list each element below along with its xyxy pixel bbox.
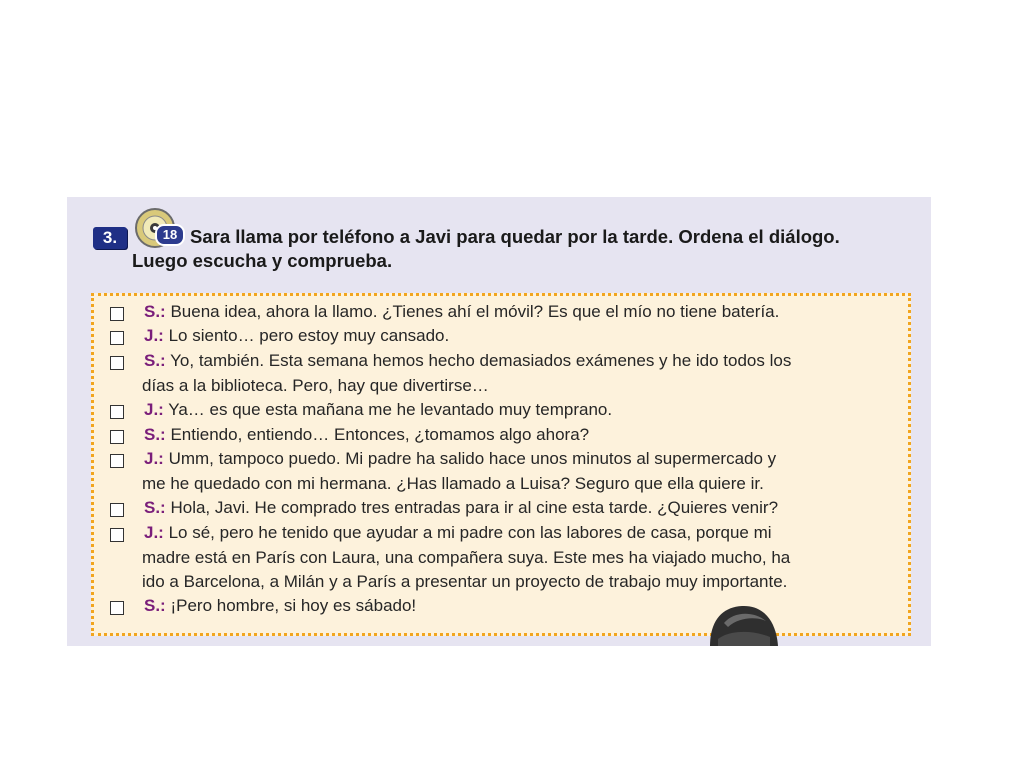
order-checkbox[interactable]: [110, 331, 124, 345]
order-checkbox[interactable]: [110, 307, 124, 321]
order-checkbox[interactable]: [110, 454, 124, 468]
audio-track-badge[interactable]: 18: [155, 224, 185, 246]
speaker-label: S.:: [144, 351, 166, 370]
speaker-label: S.:: [144, 596, 166, 615]
exercise-number-badge: 3.: [93, 227, 127, 249]
dialog-text-continued: ido a Barcelona, a Milán y a París a presentar un proyecto de trabajo muy importante.: [142, 572, 788, 591]
exercise-panel: [67, 197, 931, 646]
speaker-label: S.:: [144, 302, 166, 321]
dialog-text: Lo sé, pero he tenido que ayudar a mi padre con las labores de casa, porque mi: [168, 523, 772, 542]
speaker-label: S.:: [144, 498, 166, 517]
dialog-text: Umm, tampoco puedo. Mi padre ha salido hace unos minutos al supermercado y: [168, 449, 777, 468]
dialog-text-continued: días a la biblioteca. Pero, hay que divertirse…: [142, 375, 489, 395]
speaker-label: J.:: [144, 523, 164, 542]
dialog-text: Hola, Javi. He comprado tres entradas para ir al cine esta tarde. ¿Quieres venir?: [170, 498, 779, 517]
dialog-text-continued: me he quedado con mi hermana. ¿Has llamado a Luisa? Seguro que ella quiere ir.: [142, 473, 764, 493]
character-illustration: [704, 601, 782, 646]
order-checkbox[interactable]: [110, 405, 124, 419]
instruction-line-1: Sara llama por teléfono a Javi para quedar por la tarde. Ordena el diálogo.: [190, 226, 840, 247]
instruction-line-2: Luego escucha y comprueba.: [132, 250, 393, 271]
speaker-label: J.:: [144, 400, 164, 419]
dialog-text: Entiendo, entiendo… Entonces, ¿tomamos algo ahora?: [170, 425, 590, 444]
dialog-box: [91, 293, 911, 636]
order-checkbox[interactable]: [110, 356, 124, 370]
dialog-text: Buena idea, ahora la llamo. ¿Tienes ahí el móvil? Es que el mío no tiene batería.: [170, 302, 780, 321]
dialog-text-continued: madre está en París con Laura, una compañera suya. Este mes ha viajado mucho, ha: [142, 547, 791, 567]
speaker-label: J.:: [144, 326, 164, 345]
speaker-label: S.:: [144, 425, 166, 444]
order-checkbox[interactable]: [110, 601, 124, 615]
order-checkbox[interactable]: [110, 503, 124, 517]
dialog-text: Ya… es que esta mañana me he levantado muy temprano.: [168, 400, 613, 419]
order-checkbox[interactable]: [110, 430, 124, 444]
dialog-text: ¡Pero hombre, si hoy es sábado!: [170, 596, 417, 615]
dialog-text: Lo siento… pero estoy muy cansado.: [168, 326, 450, 345]
dialog-text: Yo, también. Esta semana hemos hecho demasiados exámenes y he ido todos los: [170, 351, 792, 370]
speaker-label: J.:: [144, 449, 164, 468]
order-checkbox[interactable]: [110, 528, 124, 542]
